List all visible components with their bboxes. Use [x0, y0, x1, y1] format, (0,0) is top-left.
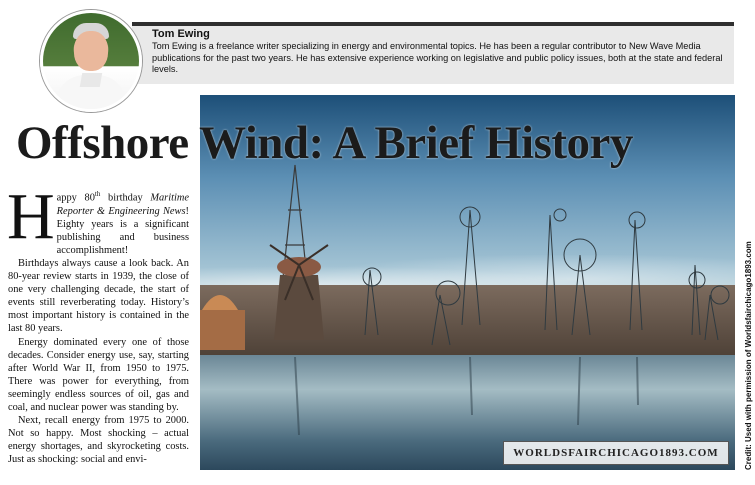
paragraph-1	[7, 180, 189, 257]
publication-name: Maritime Reporter & Engineering News	[56, 192, 189, 217]
author-name: Tom Ewing	[152, 28, 210, 40]
photo-watermark: WORLDSFAIRCHICAGO1893.COM	[503, 441, 729, 465]
dutch-windmill	[270, 245, 328, 340]
paragraph-4: Next, recall energy from 1975 to 2000. Not so happy. Most shocking – actual energy shortages, and skyrocketing costs. Just as shocking: social and envi-	[8, 415, 189, 466]
drop-cap: H	[7, 180, 55, 253]
article-column	[7, 180, 189, 466]
photo-credit: Credit: Used with permission of Worldsfairchicago1893.com	[744, 241, 753, 470]
p1-superscript: th	[94, 190, 101, 198]
background-windmills	[363, 207, 729, 345]
author-face	[74, 31, 108, 71]
p1-text-c: ! Eighty years is a significant publishing and business accomplishment!	[56, 205, 189, 256]
author-photo	[40, 10, 142, 112]
author-collar	[80, 73, 102, 87]
domed-building	[202, 295, 238, 310]
p1-text-b: birthday	[100, 192, 151, 204]
p1-text-a: appy 80	[56, 192, 95, 204]
paragraph-3: Energy dominated every one of those decades. Consider energy use, say, starting after World War II, from 1950 to 1975. There was power for everything, from seemingly endless sources of oil, gas and coal, and nuclear power was standing by.	[8, 336, 189, 413]
paragraph-2: Birthdays always cause a look back. An 80-year review starts in 1939, the close of one very challenging decade, the start of events still reverberating today. History’s most important history is contained in the last 80 years.	[8, 257, 189, 335]
author-bio: Tom Ewing is a freelance writer specializing in energy and environmental topics. He has been a regular contributor to New Wave Media publications for the past two years. He has extensive experience working on legislative and public policy issues, both at the state and federal levels.	[152, 41, 723, 75]
article-headline: Offshore Wind: A Brief History	[16, 117, 633, 169]
water-reflections	[295, 357, 638, 435]
